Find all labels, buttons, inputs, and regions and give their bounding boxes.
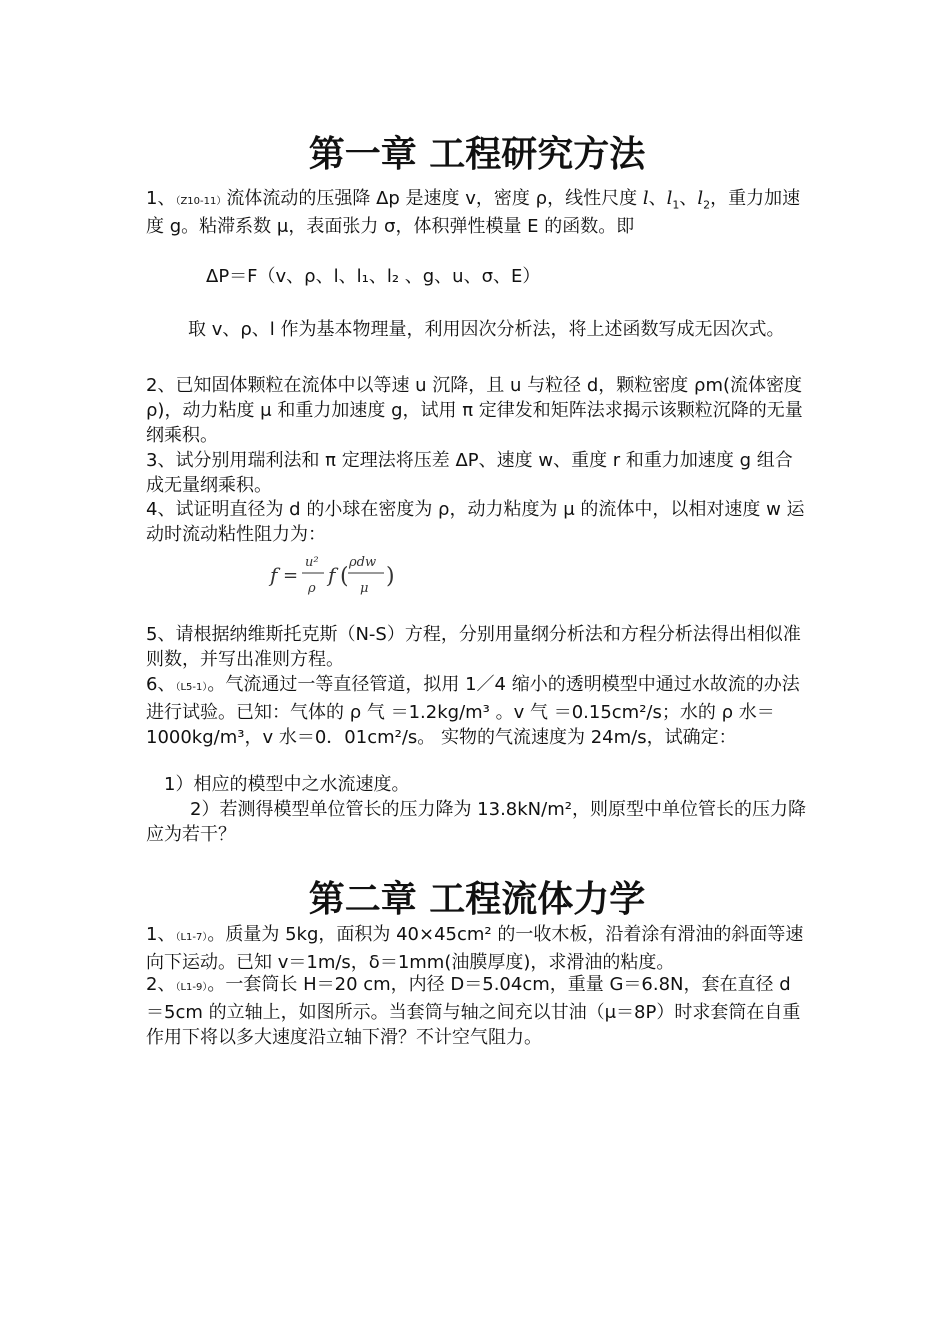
q1-lead: 1、	[146, 188, 176, 209]
chapter2-title: 第二章 工程流体力学	[308, 878, 646, 920]
formula-inner-num: ρdw	[349, 555, 377, 570]
formula-inner-den: μ	[360, 581, 369, 596]
ch2-q2-text: 。一套筒长 H＝20 cm，内径 D＝5.04cm，重量 G＝6.8N，套在直径 d＝5cm 的立轴上，如图所示。当套筒与轴之间充以甘油（μ＝8P）时求套筒在自重作用下将以多大速度沿立轴下滑？不计空气阻力。	[146, 974, 801, 1048]
formula-lhs: f	[270, 563, 278, 587]
ch2-q2-lead: 2、	[146, 974, 176, 995]
q1-sub2: 2	[703, 198, 711, 212]
ch2-question-2	[146, 972, 808, 1050]
formula-fn: f	[328, 563, 336, 587]
q1-l2: l	[697, 188, 704, 209]
q1-instruction: 取 v、ρ、l 作为基本物理量，利用因次分析法，将上述函数写成无因次式。	[188, 319, 785, 340]
q6-tag: （L5-1）	[175, 682, 208, 693]
ch2-q2-tag: （L1-9）	[175, 982, 208, 993]
formula-lparen: (	[340, 564, 349, 589]
q1-tag: （Z10-11）	[175, 196, 227, 207]
q1-l: l	[642, 188, 649, 209]
q1-sep1: 、	[648, 188, 667, 209]
formula-num: u²	[305, 555, 319, 570]
ch2-q1-lead: 1、	[146, 924, 176, 945]
ch1-question-6: 6、（L5-1）。气流通过一等直径管道，拟用 1／4 缩小的透明模型中通过水故流的办法进行试验。已知：气体的 ρ 气 ＝1.2kg/m³ 。v 气 ＝0.15cm²/s；水的 ρ 水＝1000kg/m³，v 水＝0．01cm²/s。 实物的气流速度为 24m/s，试确定：	[146, 674, 800, 748]
ch1-question-4: 4、试证明直径为 d 的小球在密度为 ρ，动力粘度为 μ 的流体中，以相对速度 w 运动时流动粘性阻力为：	[146, 499, 805, 545]
q6-sub2: 2）若测得模型单位管长的压力降为 13.8kN/m²，则原型中单位管长的压力降应为若干？	[146, 799, 806, 845]
chapter1-heading	[146, 126, 808, 177]
chapter2-heading	[146, 871, 808, 922]
q6-sub1: 1）相应的模型中之水流速度。	[164, 774, 410, 795]
ch1-question-2: 2、已知固体颗粒在流体中以等速 u 沉降，且 u 与粒径 d，颗粒密度 ρm(流体密度 ρ)，动力粘度 μ 和重力加速度 g，试用 π 定律发和矩阵法求揭示该颗粒沉降的无量纲乘积。	[146, 375, 803, 446]
ch1-question-3: 3、试分别用瑞利法和 π 定理法将压差 ΔP、速度 w、重度 r 和重力加速度 g 组合成无量纲乘积。	[146, 450, 793, 496]
ch2-question-1	[146, 922, 808, 975]
q1-sub1: 1	[672, 198, 680, 212]
q1-function: ΔP＝F（v、ρ、l、l₁、l₂ 、g、u、σ、E）	[206, 266, 541, 287]
q1-text-b: ，重力加速度 g。粘滞系数 μ，表面张力 σ，体积弹性模量 E 的函数。即	[146, 188, 801, 237]
ch1-question-1	[146, 186, 808, 239]
formula-den: ρ	[308, 581, 316, 596]
ch1-question-5: 5、请根据纳维斯托克斯（N-S）方程，分别用量纲分析法和方程分析法得出相似准则数，并写出准则方程。	[146, 624, 801, 670]
q1-l1: l	[666, 188, 673, 209]
chapter1-title: 第一章 工程研究方法	[308, 133, 646, 175]
ch2-q1-text: 。质量为 5kg，面积为 40×45cm² 的一收木板，沿着涂有滑油的斜面等速向下运动。已知 v＝1m/s，δ＝1mm(油膜厚度)，求滑油的粘度。	[146, 924, 804, 973]
formula-rparen: )	[386, 564, 395, 589]
q1-text-a: 流体流动的压强降 Δp 是速度 v，密度 ρ，线性尺度	[226, 188, 643, 209]
q6-text: 。气流通过一等直径管道，拟用 1／4 缩小的透明模型中通过水故流的办法进行试验。已知：气体的 ρ 气 ＝1.2kg/m³ 。v 气 ＝0.15cm²/s；水的 ρ 水＝1000kg/m³，v 水＝0．01cm²/s。 实物的气流速度为 24m/s，试确定：	[146, 674, 800, 748]
ch2-q1-tag: （L1-7）	[175, 932, 208, 943]
q1-sep2: 、	[679, 188, 698, 209]
formula-eq: =	[283, 565, 299, 586]
q4-formula	[268, 550, 408, 600]
